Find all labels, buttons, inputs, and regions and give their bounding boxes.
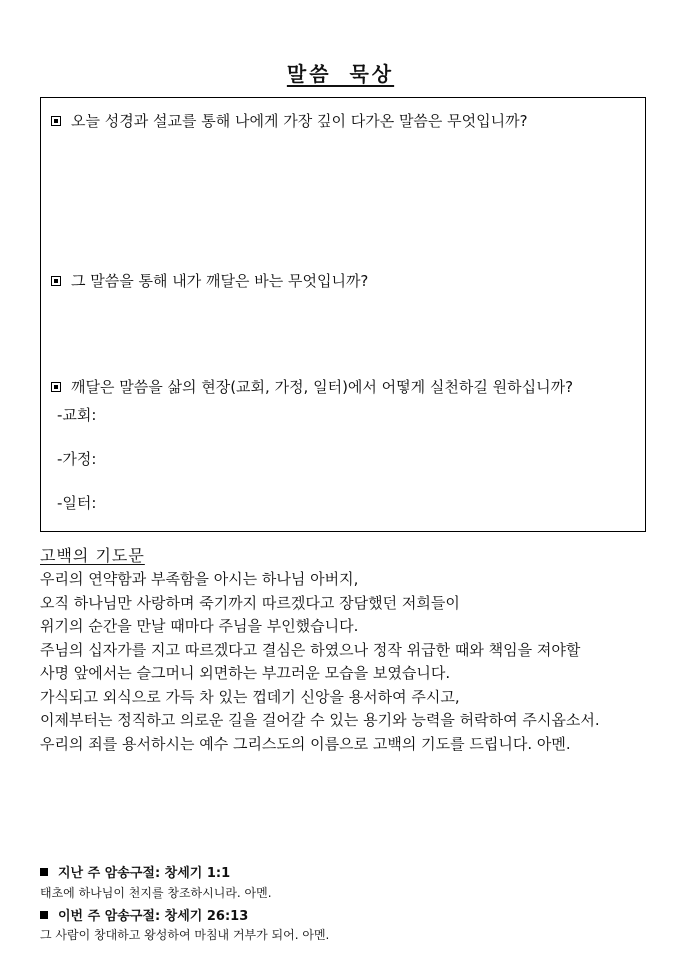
prayer-line: 우리의 연약함과 부족함을 아시는 하나님 아버지, <box>40 570 359 588</box>
prayer-text <box>40 568 670 756</box>
prayer-line: 사명 앞에서는 슬그머니 외면하는 부끄러운 모습을 보였습니다. <box>40 664 451 682</box>
prayer-line: 가식되고 외식으로 가득 차 있는 껍데기 신앙을 용서하여 주시고, <box>40 687 460 706</box>
last-week-verse-label-text: 지난 주 암송구절: 창세기 1:1 <box>58 866 231 881</box>
prayer-line: 주님의 십자가를 지고 따르겠다고 결심은 하였으나 정작 위급한 때와 책임을 져야할 <box>40 640 581 659</box>
square-bullet-icon <box>51 382 61 392</box>
prayer-line: 이제부터는 정직하고 의로운 길을 걸어갈 수 있는 용기와 능력을 허락하여 주시옵소서. <box>40 711 600 729</box>
square-bullet-icon <box>40 911 48 919</box>
question-2-text: 그 말씀을 통해 내가 깨달은 바는 무엇입니까? <box>71 272 369 290</box>
question-3-text: 깨달은 말씀을 삶의 현장(교회, 가정, 일터)에서 어떻게 실천하길 원하십니까? <box>71 378 574 396</box>
prayer-title: 고백의 기도문 <box>40 546 145 565</box>
square-bullet-icon <box>40 868 48 876</box>
this-week-verse-text: 그 사람이 창대하고 왕성하여 마침내 거부가 되어. 아멘. <box>40 928 330 942</box>
question-2 <box>51 270 368 291</box>
last-week-verse-text: 태초에 하나님이 천지를 창조하시니라. 아멘. <box>40 886 272 900</box>
prayer-line: 우리의 죄를 용서하시는 예수 그리스도의 이름으로 고백의 기도를 드립니다. 아멘. <box>40 734 571 753</box>
meditation-box <box>40 97 646 532</box>
home-label: -가정: <box>57 450 97 468</box>
this-week-verse-label-text: 이번 주 암송구절: 창세기 26:13 <box>58 909 249 924</box>
prayer-line: 위기의 순간을 만날 때마다 주님을 부인했습니다. <box>40 617 359 635</box>
question-3 <box>51 376 573 397</box>
question-1 <box>51 110 528 131</box>
this-week-verse-label <box>40 905 248 924</box>
prayer-line: 오직 하나님만 사랑하며 죽기까지 따르겠다고 장담했던 저희들이 <box>40 593 460 612</box>
question-1-text: 오늘 성경과 설교를 통해 나에게 가장 깊이 다가온 말씀은 무엇입니까? <box>71 112 528 130</box>
work-label: -일터: <box>57 494 97 512</box>
square-bullet-icon <box>51 276 61 286</box>
last-week-verse-label <box>40 862 230 881</box>
square-bullet-icon <box>51 116 61 126</box>
page-title: 말씀 묵상 <box>286 62 395 86</box>
church-label: -교회: <box>57 406 97 424</box>
